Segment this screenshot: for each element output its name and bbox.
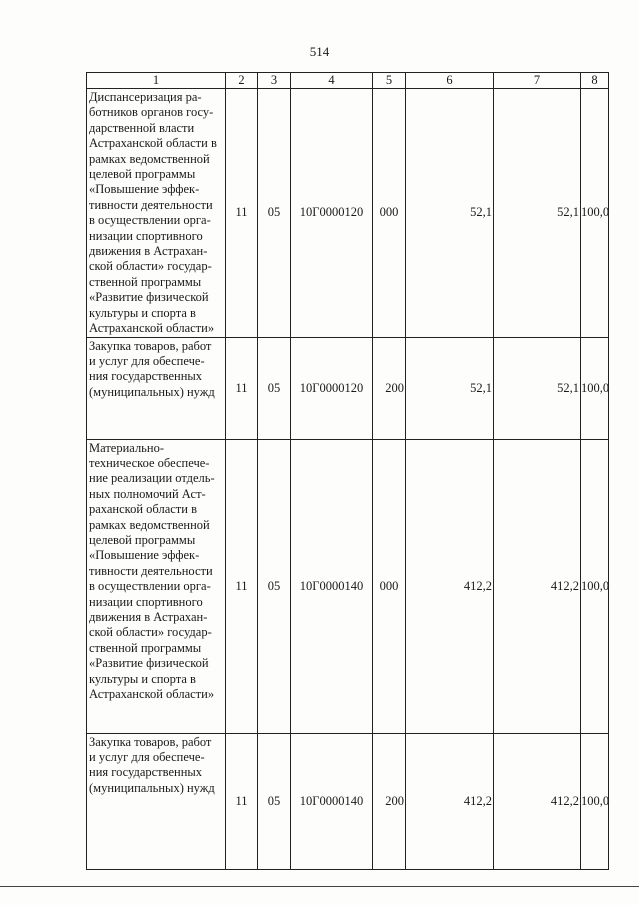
description-line: ственной программы [89,640,202,655]
description-line: целевой программы [89,532,196,547]
header-row [87,73,609,89]
description-line: Диспансеризация ра- [89,90,202,104]
description-line: «Повышение эффек- [89,182,200,197]
description-line: (муниципальных) нужд [89,384,215,399]
description-line: ственной программы [89,274,202,289]
page-bottom-rule [0,886,639,887]
header-cell: 1 [87,73,226,89]
cell-section: 11 [226,439,258,733]
description-line: целевой программы [89,167,196,182]
cell-percent: 100,0 [581,337,609,439]
cell-percent: 100,0 [581,89,609,338]
header-cell: 7 [494,73,581,89]
description-line: Закупка товаров, работ [89,734,212,749]
cell-subsection: 05 [258,337,291,439]
table-row [87,733,609,869]
cell-actual: 52,1 [494,337,581,439]
description-line: раханской области в [89,502,197,517]
description-line: и услуг для обеспече- [89,353,205,368]
cell-actual: 412,2 [494,439,581,733]
cell-target-code: 10Г0000140 [291,439,373,733]
cell-section: 11 [226,89,258,338]
cell-plan: 52,1 [406,337,494,439]
cell-target-code: 10Г0000120 [291,89,373,338]
header-cell: 8 [581,73,609,89]
description-line: «Развитие физической [89,290,209,305]
cell-actual: 412,2 [494,733,581,869]
description-line: ния государственных [89,369,203,384]
cell-expense-type: 000 [373,89,406,338]
description-line: культуры и спорта в [89,305,196,320]
cell-plan: 412,2 [406,439,494,733]
description-line: дарственной власти [89,120,195,135]
cell-expense-type: 000 [373,439,406,733]
row-description [87,337,226,439]
description-line: ных полномочий Аст- [89,486,206,501]
table-row [87,337,609,439]
page-number: 514 [309,44,330,59]
description-line: движения в Астрахан- [89,244,208,259]
cell-percent: 100,0 [581,733,609,869]
description-line: и услуг для обеспече- [89,749,205,764]
description-line: движения в Астрахан- [89,609,208,624]
header-cell: 6 [406,73,494,89]
cell-expense-type: 200 [373,733,406,869]
description-line: ние реализации отдель- [89,471,215,486]
description-line: техническое обеспече- [89,455,210,470]
row-description [87,733,226,869]
cell-subsection: 05 [258,89,291,338]
cell-expense-type: 200 [373,337,406,439]
table-row [87,89,609,338]
description-line: культуры и спорта в [89,671,196,686]
header-cell: 5 [373,73,406,89]
description-line: Астраханской области» [89,687,215,701]
cell-section: 11 [226,733,258,869]
description-line: ния государственных [89,765,203,780]
table-row [87,439,609,733]
cell-target-code: 10Г0000140 [291,733,373,869]
description-line: тивности деятельности [89,563,213,578]
description-line: «Развитие физической [89,656,209,671]
budget-table [86,72,609,870]
description-line: ской области» государ- [89,259,212,274]
cell-percent: 100,0 [581,439,609,733]
description-line: Материально- [89,440,164,455]
description-line: «Повышение эффек- [89,548,200,563]
description-line: ботников органов госу- [89,105,214,120]
cell-target-code: 10Г0000120 [291,337,373,439]
description-line: Закупка товаров, работ [89,338,212,353]
description-line: Астраханской области в [89,136,217,151]
description-line: ской области» государ- [89,625,212,640]
cell-actual: 52,1 [494,89,581,338]
description-line: Астраханской области» [89,321,215,336]
description-line: в осуществлении орга- [89,213,211,228]
cell-subsection: 05 [258,439,291,733]
description-line: в осуществлении орга- [89,579,211,594]
description-line: низации спортивного [89,594,203,609]
row-description [87,439,226,733]
cell-subsection: 05 [258,733,291,869]
header-cell: 4 [291,73,373,89]
description-line: низации спортивного [89,228,203,243]
row-description [87,89,226,338]
cell-plan: 412,2 [406,733,494,869]
description-line: рамках ведомственной [89,517,210,532]
header-cell: 3 [258,73,291,89]
description-line: рамках ведомственной [89,151,210,166]
description-line: (муниципальных) нужд [89,780,215,795]
description-line: тивности деятельности [89,197,213,212]
header-cell: 2 [226,73,258,89]
cell-section: 11 [226,337,258,439]
cell-plan: 52,1 [406,89,494,338]
